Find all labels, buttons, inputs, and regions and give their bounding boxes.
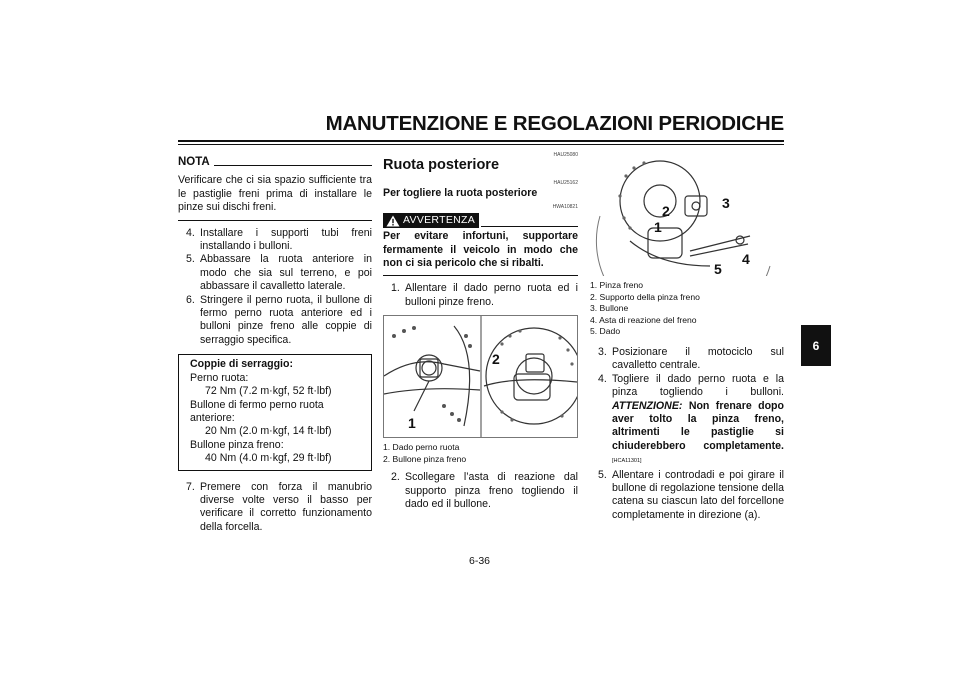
subsection-title: Per togliere la ruota posteriore [383, 187, 538, 200]
step-item: 1. Allentare il dado perno ruota ed i bulloni pinze freno. [391, 282, 578, 308]
caliper-illustration [590, 156, 784, 276]
steps-list-1 [178, 227, 372, 348]
column-middle [383, 152, 578, 512]
spec-label: Perno ruota: [190, 371, 249, 384]
warning-heading [383, 213, 578, 228]
note-end-rule [178, 220, 372, 221]
figure-callout-1: 1 [654, 219, 662, 235]
reference-code: HAU25162 [553, 180, 578, 187]
reference-code: HAU25080 [553, 152, 578, 158]
step-item: 4. Installare i supporti tubi freni installando i bulloni. [186, 226, 372, 253]
caption-item: 2. Supporto della pinza freno [590, 291, 700, 302]
caption-item: 5. Dado [590, 326, 621, 337]
figure-callout-1: 1 [408, 415, 416, 432]
figure-callout-5: 5 [714, 261, 722, 276]
torque-spec-box [178, 354, 372, 470]
spec-value: 40 Nm (4.0 m·kgf, 29 ft·lbf) [205, 452, 332, 465]
step-item: 4. Togliere il dado perno ruota e la pinza togliendo i bulloni. ATTENZIONE: Non frenare dopo aver tolto la pinza freno, altrimenti le pastiglie si chiuderebbero completamente.[HCA11301] [598, 372, 784, 465]
warning-label: AVVERTENZA [403, 213, 476, 226]
caption-item: 1. Dado perno ruota [383, 442, 460, 453]
warning-badge [383, 213, 479, 228]
figure-callout-2: 2 [662, 203, 670, 219]
wheel-illustration [384, 316, 577, 437]
figure-callout-2: 2 [492, 351, 500, 368]
step-item: 5. Allentare i controdadi e poi girare il bullone di regolazione tensione della catena su ciascun lato del forcellone completamente in direzione (a). [598, 468, 784, 521]
steps-list-3 [383, 282, 578, 309]
page-number: 6-36 [469, 555, 491, 567]
note-heading [178, 156, 372, 169]
warning-rule [481, 226, 578, 227]
step-item: 6. Stringere il perno ruota, il bullone di fermo perno ruota anteriore ed i bulloni pinze freno alle coppie di serraggio specifica. [186, 293, 372, 346]
steps-list-4 [383, 471, 578, 511]
caliper-figure [590, 156, 784, 276]
step-item: 5. Abbassare la ruota anteriore in modo che sia sul terreno, e poi abbassare il cavalletto laterale. [186, 253, 372, 293]
reference-code: HWA10821 [552, 203, 578, 210]
section-title: Ruota posteriore [383, 157, 500, 173]
header-rule [178, 140, 784, 142]
warning-triangle-icon [386, 215, 400, 227]
column-right [590, 152, 784, 522]
caption-item: 1. Pinza freno [590, 280, 644, 290]
caption-item: 3. Bullone [590, 303, 629, 314]
note-label: NOTA [178, 156, 210, 168]
warning-text: Per evitare infortuni, supportare fermamente il veicolo in modo che non ci sia pericolo che si ribalti. [383, 230, 578, 270]
header-rule-thin [178, 144, 784, 145]
spec-value: 72 Nm (7.2 m·kgf, 52 ft·lbf) [205, 385, 332, 398]
spec-label: Bullone pinza freno: [190, 438, 284, 451]
page-title: MANUTENZIONE E REGOLAZIONI PERIODICHE [325, 112, 784, 135]
chapter-tab: 6 [801, 325, 831, 366]
figure-callout-4: 4 [742, 251, 750, 267]
attention-text: Non frenare dopo aver tolto la pinza freno, altrimenti le pastiglie si chiuderebbero completamente. [612, 399, 784, 452]
spec-title: Coppie di serraggio: [190, 358, 294, 371]
rear-wheel-figure [383, 315, 578, 438]
step-item: 7. Premere con forza il manubrio diverse volte verso il basso per verificare il corretto funzionamento della forcella. [186, 480, 372, 533]
column-left [178, 152, 372, 534]
step-item: 3. Posizionare il motociclo sul cavalletto centrale. [598, 345, 784, 372]
figure-captions [383, 442, 578, 465]
figure-captions [590, 280, 784, 338]
figure-callout-3: 3 [722, 195, 730, 211]
spec-value: 20 Nm (2.0 m·kgf, 14 ft·lbf) [205, 425, 332, 438]
caption-item: 2. Bullone pinza freno [383, 453, 467, 464]
attention-label: ATTENZIONE: [612, 399, 683, 412]
note-text: Verificare che ci sia spazio sufficiente tra le pastiglie freni prima di installare le pinze sui dischi freni. [178, 174, 372, 214]
warning-end-rule [383, 275, 578, 276]
step-item: 2. Scollegare l’asta di reazione dal supporto pinza freno togliendo il dado ed il bullone. [391, 471, 578, 511]
note-rule [214, 165, 372, 166]
steps-list-2 [178, 481, 372, 535]
reference-code: [HCA11301] [612, 458, 642, 465]
steps-list-5 [590, 346, 784, 522]
caption-item: 4. Asta di reazione del freno [590, 314, 697, 325]
spec-label: Bullone di fermo perno ruota anteriore: [190, 398, 324, 424]
